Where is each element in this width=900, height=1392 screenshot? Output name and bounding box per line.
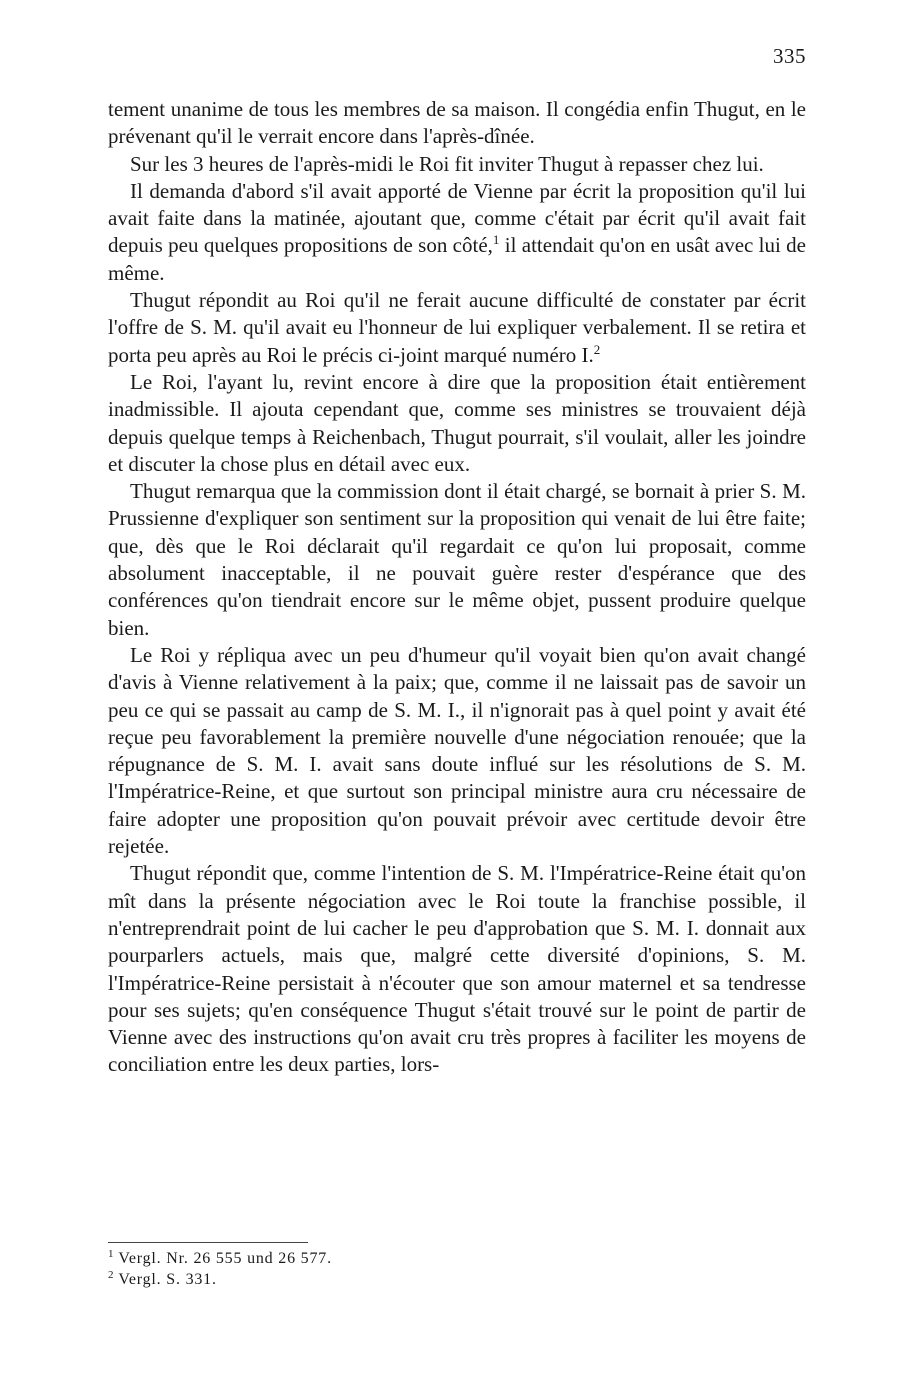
footnote <box>108 1248 708 1269</box>
paragraph: Sur les 3 heures de l'après-midi le Roi fit inviter Thugut à repasser chez lui. <box>130 151 764 176</box>
footnote-reference: 1 <box>492 232 500 248</box>
paragraph-text: il attendait qu'on en usât avec lui de même. <box>108 233 807 285</box>
footnote-text: Vergl. S. 331. <box>118 1271 217 1288</box>
footnote-number: 2 <box>108 1268 115 1281</box>
paragraph: Le Roi, l'ayant lu, revint encore à dire que la proposition était entièrement inadmissible. Il ajouta cependant que, comme ses ministres se trouvaient déjà depuis quelque temps à Reichenbach, Thugut pourrait, s'il voulait, aller les joindre et discuter la chose plus en détail avec eux. <box>108 369 806 476</box>
paragraph-text: Il demanda d'abord s'il avait apporté de Vienne par écrit la proposition qu'il lui avait faite dans la matinée, ajoutant que, comme c'était par écrit qu'il avait fait depuis peu quelques propositions de son côté, <box>108 178 806 258</box>
paragraph: Thugut remarqua que la commission dont il était chargé, se bornait à prier S. M. Prussienne d'expliquer son sentiment sur la proposition qui venait de lui être faite; que, dès que le Roi déclarait qu'il regardait ce qu'on lui proposait, comme absolument inacceptable, il ne pouvait guère rester d'espérance que des conférences qu'on tiendrait encore sur le même objet, pussent produire quelque bien. <box>108 479 806 640</box>
paragraph <box>108 287 806 369</box>
page-number: 335 <box>773 44 806 68</box>
body-text <box>108 96 806 1079</box>
paragraph-text: Thugut répondit au Roi qu'il ne ferait aucune difficulté de constater par écrit l'offre de S. M. qu'il avait eu l'honneur de lui expliquer verbalement. Il se retira et porta peu après au Roi le précis ci-joint marqué numéro I. <box>108 288 806 367</box>
footnote-reference: 2 <box>593 341 601 357</box>
paragraph <box>108 178 806 287</box>
footnote <box>108 1269 708 1290</box>
footnote-divider <box>108 1242 308 1243</box>
paragraph: tement unanime de tous les membres de sa maison. Il congédia enfin Thugut, en le prévenant qu'il le verrait encore dans l'après-dînée. <box>108 97 806 149</box>
footnote-number: 1 <box>108 1247 115 1260</box>
paragraph: Thugut répondit que, comme l'intention de S. M. l'Impératrice-Reine était qu'on mît dans la présente négociation avec le Roi toute la franchise possible, il n'entreprendrait point de lui cacher le peu d'approbation que S. M. I. donnait aux pourparlers actuels, mais que, malgré cette diversité d'opinions, S. M. l'Impératrice-Reine persistait à n'écouter que son amour maternel et sa tendresse pour ses sujets; qu'en conséquence Thugut s'était trouvé sur le point de partir de Vienne avec des instructions qu'on avait cru très propres à faciliter les moyens de conciliation entre les deux parties, lors- <box>108 861 806 1077</box>
footnotes <box>108 1248 708 1290</box>
footnote-text: Vergl. Nr. 26 555 und 26 577. <box>118 1250 332 1267</box>
paragraph: Le Roi y répliqua avec un peu d'humeur qu'il voyait bien qu'on avait changé d'avis à Vienne relativement à la paix; que, comme il ne laissait pas de savoir un peu ce qui se passait au camp de S. M. I., il n'ignorait pas à quel point y avait été reçue peu favorablement la première nouvelle d'une négociation renouée; que la répugnance de S. M. I. avait sans doute influé sur les résolutions de S. M. l'Impératrice-Reine, et que surtout son principal ministre aura cru nécessaire de faire adopter une proposition qu'on pouvait prévoir avec certitude devoir être rejetée. <box>108 642 806 859</box>
